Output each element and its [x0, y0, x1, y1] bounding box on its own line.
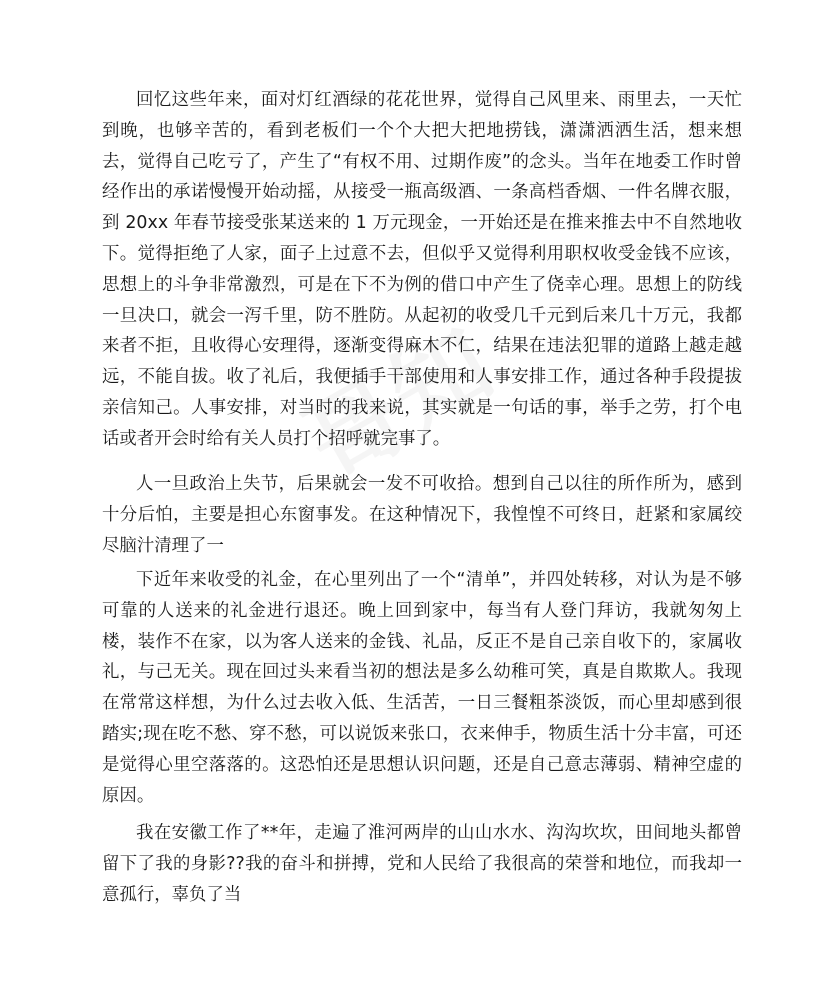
- paragraph-3: 下近年来收受的礼金，在心里列出了一个“清单”，并四处转移，对认为是不够可靠的人送来的礼金进行退还。晚上回到家中，每当有人登门拜访，我就匆匆上楼，装作不在家，以为客人送来的金钱、礼品，反正不是自己亲自收下的，家属收礼，与己无关。现在回过头来看当初的想法是多么幼稚可笑，真是自欺欺人。我现在常常这样想，为什么过去收入低、生活苦，一日三餐粗茶淡饭，而心里却感到很踏实;现在吃不愁、穿不愁，可以说饭来张口，衣来伸手，物质生活十分丰富，可还是觉得心里空落落的。这恐怕还是思想认识问题，还是自己意志薄弱、精神空虚的原因。: [102, 570, 742, 806]
- paragraph-1: 回忆这些年来，面对灯红酒绿的花花世界，觉得自己风里来、雨里去，一天忙到晚，也够辛苦的，看到老板们一个个大把大把地捞钱，潇潇洒洒生活，想来想去，觉得自己吃亏了，产生了“有权不用、过期作废”的念头。当年在地委工作时曾经作出的承诺慢慢开始动摇，从接受一瓶高级酒、一条高档香烟、一件名牌衣服，到 20xx 年春节接受张某送来的 1 万元现金，一开始还是在推来推去中不自然地收下。觉得拒绝了人家，面子上过意不去，但似乎又觉得利用职权收受金钱不应该，思想上的斗争非常激烈，可是在下不为例的借口中产生了侥幸心理。思想上的防线一旦决口，就会一泻千里，防不胜防。从起初的收受几千元到后来几十万元，我都来者不拒，且收得心安理得，逐渐变得麻木不仁，结果在违法犯罪的道路上越走越远，不能自拔。收了礼后，我便插手干部使用和人事安排工作，通过各种手段提拔亲信知己。人事安排，对当时的我来说，其实就是一句话的事，举手之劳，打个电话或者开会时给有关人员打个招呼就完事了。: [102, 90, 742, 449]
- paragraph-2: 人一旦政治上失节，后果就会一发不可收拾。想到自己以往的所作所为，感到十分后怕，主要是担心东窗事发。在这种情况下，我惶惶不可终日，赶紧和家属绞尽脑汁清理了一: [102, 474, 742, 556]
- paragraph-4: 我在安徽工作了**年，走遍了淮河两岸的山山水水、沟沟坎坎，田间地头都曾留下了我的身影??我的奋斗和拼搏，党和人民给了我很高的荣誉和地位，而我却一意孤行，辜负了当: [102, 823, 742, 905]
